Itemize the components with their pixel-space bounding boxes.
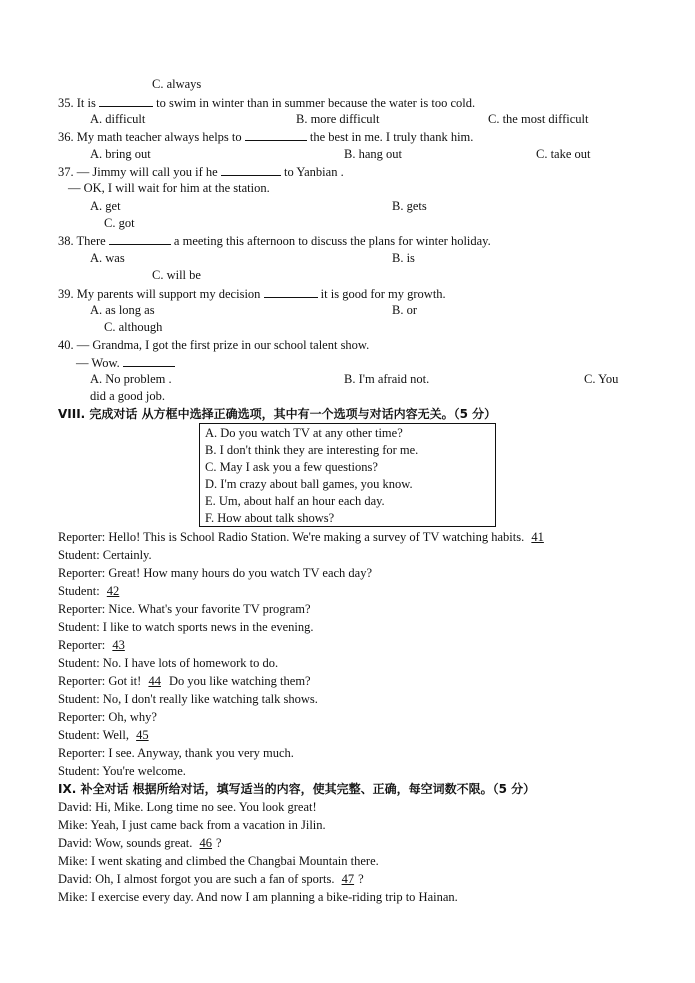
q35-option-a: A. difficult [90, 112, 146, 126]
dialog-line [58, 835, 222, 851]
dialog-line-text: Student: No, I don't really like watching talk shows. [58, 692, 318, 706]
q37-stem-end: to Yanbian . [283, 165, 344, 179]
q36-stem [58, 128, 473, 145]
q39-option-b: B. or [392, 303, 417, 317]
q40-option-a: A. No problem . [90, 372, 172, 386]
q35-stem [58, 94, 475, 111]
dialog-line [58, 601, 311, 617]
dialog-line-text: Student: Well, [58, 728, 129, 742]
dialog-line-text: Mike: I exercise every day. And now I am planning a bike-riding trip to Hainan. [58, 890, 458, 904]
q36-option-a: A. bring out [90, 147, 151, 161]
q36-stem-end: the best in me. I truly thank him. [309, 130, 474, 144]
dialog-line [58, 547, 152, 563]
blank-number: 46 [199, 836, 213, 850]
dialog-line [58, 799, 317, 815]
q35-option-c: C. the most difficult [488, 112, 589, 126]
q36-blank [245, 128, 307, 141]
dialog-line [58, 709, 157, 725]
dialog-line-text: David: Wow, sounds great. [58, 836, 193, 850]
options-box [199, 423, 496, 527]
q36-option-b: B. hang out [344, 147, 402, 161]
q37-stem [58, 163, 344, 180]
q38-option-a: A. was [90, 251, 125, 265]
q38-stem-start: 38. There [58, 234, 106, 248]
q35-option-b: B. more difficult [296, 112, 380, 126]
box-option-a: A. Do you watch TV at any other time? [205, 426, 403, 440]
dialog-line-tail: ? [216, 836, 222, 850]
dialog-line [58, 871, 364, 887]
dialog-line-text: Reporter: Hello! This is School Radio Station. We're making a survey of TV watching habits. [58, 530, 525, 544]
blank-number: 42 [106, 584, 120, 598]
dialog-line-text: Student: You're welcome. [58, 764, 186, 778]
q35-blank [99, 94, 153, 107]
box-option-d: D. I'm crazy about ball games, you know. [205, 477, 413, 491]
q39-blank [264, 285, 318, 298]
q38-stem [58, 232, 491, 249]
dialog-line [58, 817, 326, 833]
q37-blank [221, 163, 281, 176]
dialog-line-text: Student: I like to watch sports news in the evening. [58, 620, 314, 634]
dialog-line-text: David: Hi, Mike. Long time no see. You look great! [58, 800, 317, 814]
q38-option-c: C. will be [152, 268, 201, 282]
q40-option-c-cont: did a good job. [90, 389, 165, 403]
dialog-line-text: Mike: I went skating and climbed the Changbai Mountain there. [58, 854, 379, 868]
box-option-c: C. May I ask you a few questions? [205, 460, 378, 474]
q37-option-c: C. got [104, 216, 135, 230]
q39-stem-end: it is good for my growth. [320, 287, 446, 301]
dialog-line [58, 763, 186, 779]
dialog-line-text: Reporter: Great! How many hours do you watch TV each day? [58, 566, 373, 580]
dialog-line [58, 637, 129, 653]
q40-reply [76, 354, 175, 371]
dialog-line-text: David: Oh, I almost forgot you are such a fan of sports. [58, 872, 335, 886]
q40-option-b: B. I'm afraid not. [344, 372, 430, 386]
dialog-line [58, 727, 153, 743]
box-option-b: B. I don't think they are interesting for me. [205, 443, 419, 457]
q37-stem-start: 37. — Jimmy will call you if he [58, 165, 218, 179]
blank-number: 47 [341, 872, 355, 886]
q39-stem [58, 285, 446, 302]
section-9-title: IX. 补全对话 根据所给对话，填写适当的内容，使其完整、正确，每空词数不限。（5 分） [58, 782, 536, 796]
blank-number: 44 [148, 674, 161, 688]
q39-stem-start: 39. My parents will support my decision [58, 287, 261, 301]
q36-stem-start: 36. My math teacher always helps to [58, 130, 242, 144]
q38-option-b: B. is [392, 251, 415, 265]
blank-number: 45 [136, 728, 149, 742]
q40-stem: 40. — Grandma, I got the first prize in our school talent show. [58, 338, 370, 352]
box-option-e: E. Um, about half an hour each day. [205, 494, 385, 508]
dialog-line [58, 583, 123, 599]
blank-number: 41 [531, 530, 544, 544]
dialog-line [58, 889, 458, 905]
q38-stem-end: a meeting this afternoon to discuss the plans for winter holiday. [173, 234, 491, 248]
q40-reply-text: — Wow. [76, 356, 120, 370]
dialog-line [58, 691, 318, 707]
q34-option-c: C. always [152, 77, 202, 91]
q39-option-a: A. as long as [90, 303, 155, 317]
dialog-line-text: Reporter: I see. Anyway, thank you very much. [58, 746, 294, 760]
dialog-line-text: Student: [58, 584, 100, 598]
blank-number: 43 [112, 638, 125, 652]
dialog-line-text: Reporter: Nice. What's your favorite TV program? [58, 602, 311, 616]
q38-blank [109, 232, 171, 245]
q40-blank [123, 354, 175, 367]
q40-option-c: C. You [584, 372, 619, 386]
q37-option-b: B. gets [392, 199, 427, 213]
dialog-line [58, 619, 314, 635]
box-option-f: F. How about talk shows? [205, 511, 335, 525]
q36-option-c: C. take out [536, 147, 591, 161]
dialog-line [58, 529, 548, 545]
dialog-line-text: Reporter: Oh, why? [58, 710, 157, 724]
dialog-line-text: Student: Certainly. [58, 548, 152, 562]
q37-option-a: A. get [90, 199, 121, 213]
dialog-line [58, 745, 294, 761]
dialog-line-text: Reporter: Got it! [58, 674, 142, 688]
dialog-line [58, 655, 278, 671]
q35-stem-start: 35. It is [58, 96, 96, 110]
q37-reply: — OK, I will wait for him at the station. [68, 181, 270, 195]
dialog-line-text: Reporter: [58, 638, 106, 652]
dialog-line-text: Mike: Yeah, I just came back from a vacation in Jilin. [58, 818, 326, 832]
dialog-line-tail: ? [358, 872, 364, 886]
dialog-line [58, 565, 372, 581]
section-8-title: VIII. 完成对话 从方框中选择正确选项，其中有一个选项与对话内容无关。（5 分） [58, 407, 497, 421]
dialog-line-text: Student: No. I have lots of homework to do. [58, 656, 279, 670]
dialog-line [58, 853, 379, 869]
dialog-line-tail: Do you like watching them? [168, 674, 311, 688]
q39-option-c: C. although [104, 320, 163, 334]
q35-stem-end: to swim in winter than in summer because the water is too cold. [156, 96, 476, 110]
dialog-line [58, 673, 311, 689]
